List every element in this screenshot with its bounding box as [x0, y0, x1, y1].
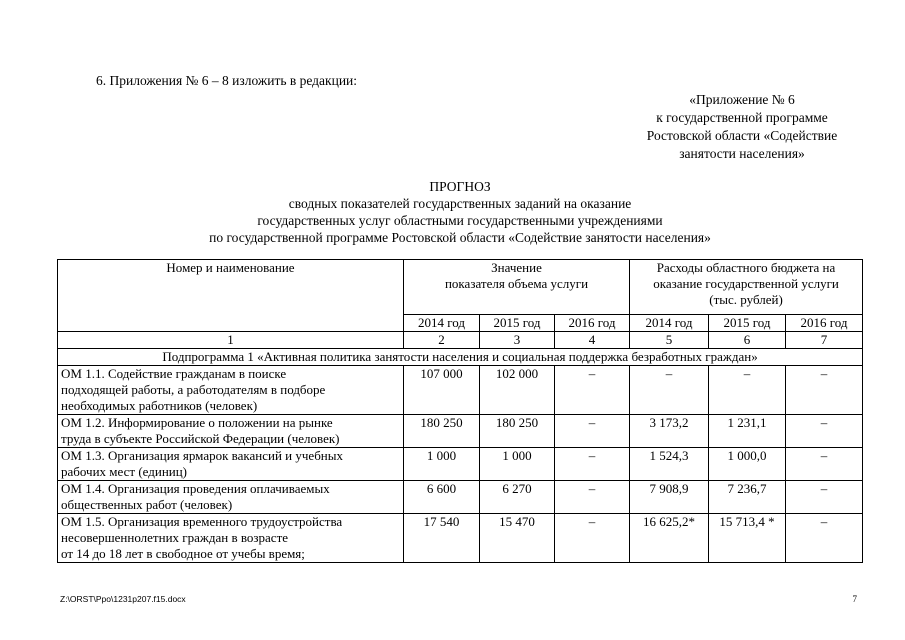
- header-year: 2015 год: [480, 315, 555, 332]
- table-row: [58, 481, 863, 514]
- header-expense-group: Расходы областного бюджета на оказание государственной услуги (тыс. рублей): [630, 260, 863, 315]
- title-heading: ПРОГНОЗ: [429, 179, 491, 194]
- cell-value: 1 524,3: [630, 448, 709, 481]
- subprogram-row: [58, 349, 863, 366]
- forecast-table: [57, 259, 863, 563]
- cell-value: –: [786, 448, 863, 481]
- table-row: [58, 415, 863, 448]
- table-row: [58, 514, 863, 563]
- cell-value: 17 540: [404, 514, 480, 563]
- cell-value: 1 000,0: [709, 448, 786, 481]
- header-year: 2015 год: [709, 315, 786, 332]
- cell-value: 6 600: [404, 481, 480, 514]
- table-header-row: [58, 260, 863, 315]
- row-name: ОМ 1.1. Содействие гражданам в поиске подходящей работы, а работодателям в подборе необходимых работников (человек): [58, 366, 404, 415]
- subprogram-title: Подпрограмма 1 «Активная политика занятости населения и социальная поддержка безработных граждан»: [58, 349, 863, 366]
- header-value-group: Значение показателя объема услуги: [404, 260, 630, 315]
- cell-value: 7 908,9: [630, 481, 709, 514]
- header-name: Номер и наименование: [58, 260, 404, 332]
- table-row: [58, 366, 863, 415]
- cell-value: –: [786, 481, 863, 514]
- title-line: государственных услуг областными государственными учреждениями: [257, 213, 663, 228]
- cell-value: –: [555, 481, 630, 514]
- row-name: ОМ 1.3. Организация ярмарок вакансий и учебных рабочих мест (единиц): [58, 448, 404, 481]
- cell-value: –: [555, 366, 630, 415]
- cell-value: 102 000: [480, 366, 555, 415]
- column-number: 4: [555, 332, 630, 349]
- cell-value: 16 625,2*: [630, 514, 709, 563]
- cell-value: 180 250: [480, 415, 555, 448]
- cell-value: –: [555, 514, 630, 563]
- document-title: [60, 178, 860, 246]
- column-number: 3: [480, 332, 555, 349]
- appendix-line: занятости населения»: [679, 146, 805, 161]
- cell-value: 7 236,7: [709, 481, 786, 514]
- column-number: 7: [786, 332, 863, 349]
- cell-value: –: [786, 366, 863, 415]
- page-number: 7: [852, 594, 857, 604]
- column-number: 2: [404, 332, 480, 349]
- cell-value: 107 000: [404, 366, 480, 415]
- title-line: по государственной программе Ростовской области «Содействие занятости населения»: [209, 230, 711, 245]
- cell-value: 15 713,4 *: [709, 514, 786, 563]
- appendix-line: «Приложение № 6: [689, 92, 795, 107]
- cell-value: –: [630, 366, 709, 415]
- intro-text: 6. Приложения № 6 – 8 изложить в редакции:: [96, 73, 358, 88]
- footer-file-path: Z:\ORST\Ppo\1231p207.f15.docx: [60, 594, 186, 604]
- cell-value: 15 470: [480, 514, 555, 563]
- cell-value: –: [555, 415, 630, 448]
- cell-value: 3 173,2: [630, 415, 709, 448]
- header-year: 2014 год: [404, 315, 480, 332]
- table-row: [58, 448, 863, 481]
- header-year: 2016 год: [555, 315, 630, 332]
- cell-value: –: [786, 514, 863, 563]
- title-line: сводных показателей государственных заданий на оказание: [288, 196, 632, 211]
- appendix-line: к государственной программе: [656, 110, 828, 125]
- row-name: ОМ 1.2. Информирование о положении на рынке труда в субъекте Российской Федерации (человек): [58, 415, 404, 448]
- appendix-reference: [627, 91, 857, 163]
- header-year: 2014 год: [630, 315, 709, 332]
- row-name: ОМ 1.5. Организация временного трудоустройства несовершеннолетних граждан в возрасте от 14 до 18 лет в свободное от учебы время;: [58, 514, 404, 563]
- row-name: ОМ 1.4. Организация проведения оплачиваемых общественных работ (человек): [58, 481, 404, 514]
- cell-value: –: [555, 448, 630, 481]
- cell-value: 6 270: [480, 481, 555, 514]
- cell-value: 180 250: [404, 415, 480, 448]
- cell-value: 1 231,1: [709, 415, 786, 448]
- cell-value: 1 000: [404, 448, 480, 481]
- table-number-row: [58, 332, 863, 349]
- cell-value: 1 000: [480, 448, 555, 481]
- column-number: 6: [709, 332, 786, 349]
- cell-value: –: [709, 366, 786, 415]
- column-number: 1: [58, 332, 404, 349]
- header-year: 2016 год: [786, 315, 863, 332]
- column-number: 5: [630, 332, 709, 349]
- appendix-line: Ростовской области «Содействие: [646, 128, 838, 143]
- cell-value: –: [786, 415, 863, 448]
